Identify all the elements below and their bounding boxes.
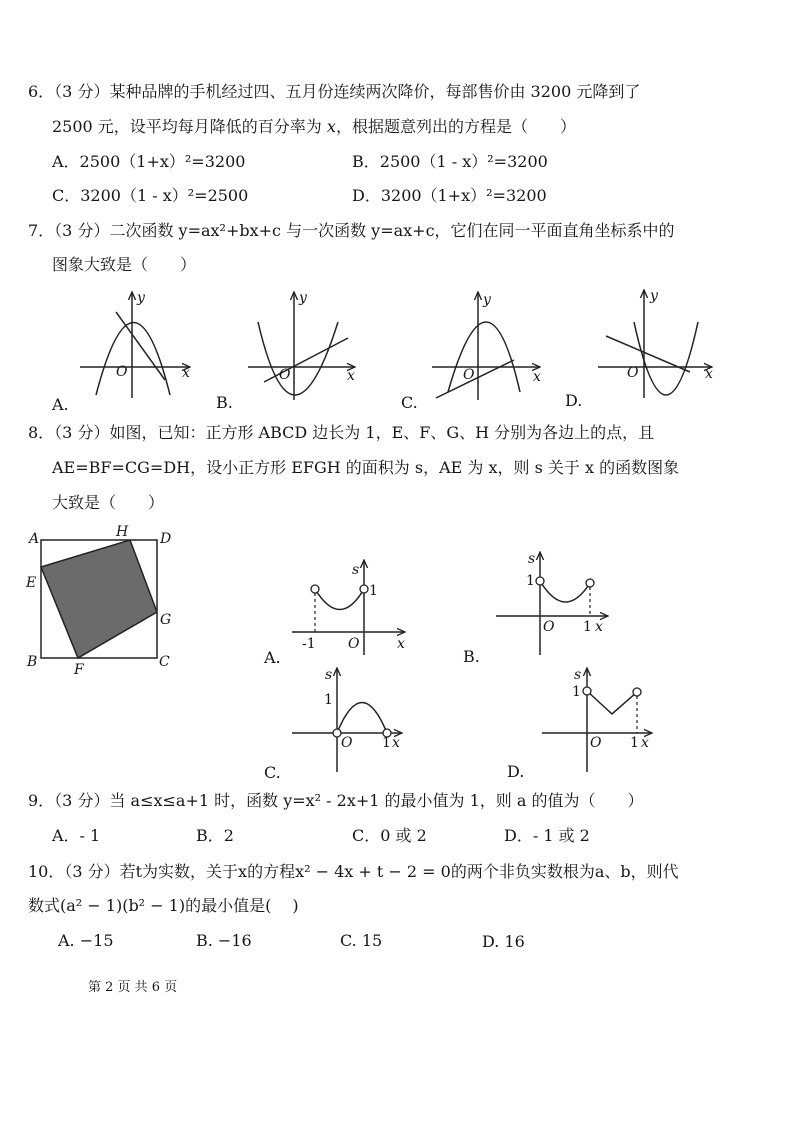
- q8-stem-line1: 8．（3 分）如图，已知：正方形 ABCD 边长为 1，E、F、G、H 分别为各边上的点，且: [28, 423, 655, 442]
- q8-stem-line3: 大致是（ ）: [52, 493, 165, 512]
- q7c-origin: O: [463, 367, 475, 383]
- q10-option-c[interactable]: C. 15: [340, 931, 383, 950]
- q8b-origin: O: [543, 619, 555, 635]
- q8-label-b[interactable]: B.: [463, 647, 480, 666]
- q8-stem-line2: AE=BF=CG=DH，设小正方形 EFGH 的面积为 s，AE 为 x，则 s 关于 x 的函数图象: [52, 458, 680, 477]
- q8c-origin: O: [341, 735, 353, 751]
- q7d-x-label: x: [705, 366, 713, 382]
- page-footer: 第 2 页 共 6 页: [88, 980, 178, 995]
- q6-stem-line1: 6．（3 分）某种品牌的手机经过四、五月份连续两次降价，每部售价由 3200 元降到了: [28, 82, 641, 101]
- q7-label-b[interactable]: B.: [216, 393, 233, 412]
- q8-point-a: A: [29, 531, 40, 547]
- q8c-tick-x-one: 1: [382, 735, 391, 751]
- q10-stem-line2: 数式(a² − 1)(b² − 1)的最小值是( ): [28, 896, 299, 915]
- q8b-x-label: x: [595, 619, 603, 635]
- q10-option-d[interactable]: D. 16: [482, 932, 525, 951]
- q8-label-c[interactable]: C.: [264, 763, 281, 782]
- q8c-tick-one: 1: [324, 692, 333, 708]
- q7b-y-label: y: [299, 290, 307, 306]
- q8-point-e: E: [26, 575, 37, 591]
- q8-label-a[interactable]: A.: [264, 648, 281, 667]
- q6-stem-tail: ，根据题意列出的方程是（ ）: [335, 117, 576, 136]
- q8d-tick-one: 1: [572, 684, 581, 700]
- q8c-x-label: x: [392, 735, 400, 751]
- q8-point-f: F: [74, 662, 84, 678]
- q8-point-h: H: [116, 524, 129, 540]
- q7b-x-label: x: [347, 368, 355, 384]
- q9-option-a[interactable]: A．- 1: [52, 826, 101, 845]
- q10-option-a[interactable]: A. −15: [58, 931, 114, 950]
- q9-option-c[interactable]: C．0 或 2: [352, 826, 427, 845]
- q6-variable: x: [326, 117, 336, 136]
- q6-stem-text: 2500 元，设平均每月降低的百分率为: [52, 117, 327, 136]
- q7c-x-label: x: [533, 369, 541, 385]
- q8d-origin: O: [590, 735, 602, 751]
- q8a-s-label: s: [352, 562, 360, 578]
- q8b-tick-one: 1: [526, 573, 535, 589]
- q7b-origin: O: [279, 367, 291, 383]
- q7c-y-label: y: [483, 292, 491, 308]
- q6-option-d[interactable]: D．3200（1+x）²=3200: [352, 186, 547, 205]
- q6-option-c[interactable]: C．3200（1 - x）²=2500: [52, 186, 249, 205]
- q7d-y-label: y: [650, 288, 658, 304]
- q8b-s-label: s: [528, 551, 536, 567]
- q7a-y-label: y: [137, 290, 145, 306]
- q7-label-d[interactable]: D.: [565, 391, 583, 410]
- q7-stem-line2: 图象大致是（ ）: [52, 255, 197, 274]
- q6-option-b[interactable]: B．2500（1 - x）²=3200: [352, 152, 548, 171]
- q8a-tick-one: 1: [369, 583, 378, 599]
- q8d-s-label: s: [574, 667, 582, 683]
- q8-label-d[interactable]: D.: [507, 762, 525, 781]
- q10-option-b[interactable]: B. −16: [196, 931, 252, 950]
- q8-graph-c[interactable]: [292, 668, 402, 772]
- q8-point-c: C: [159, 654, 170, 670]
- q8-graph-b[interactable]: [496, 552, 608, 655]
- q8a-origin: O: [348, 636, 360, 652]
- q7a-origin: O: [116, 364, 128, 380]
- q8a-x-label: x: [397, 636, 405, 652]
- q8-point-b: B: [27, 654, 38, 670]
- q7-stem-line1: 7．（3 分）二次函数 y=ax²+bx+c 与一次函数 y=ax+c，它们在同一平面直角坐标系中的: [28, 221, 675, 240]
- q7a-x-label: x: [182, 365, 190, 381]
- q8-graph-d[interactable]: [542, 668, 652, 772]
- q8d-tick-x-one: 1: [630, 735, 639, 751]
- q8c-s-label: s: [325, 667, 333, 683]
- q9-stem-line1: 9．（3 分）当 a≤x≤a+1 时，函数 y=x² - 2x+1 的最小值为 1，则 a 的值为（ ）: [28, 791, 644, 810]
- q8-point-g: G: [160, 612, 172, 628]
- q7d-origin: O: [627, 365, 639, 381]
- q9-option-d[interactable]: D．- 1 或 2: [504, 826, 590, 845]
- q10-stem-line1: 10．（3 分）若t为实数，关于x的方程x² − 4x + t − 2 = 0的两个非负实数根为a、b，则代: [28, 862, 679, 881]
- q7-label-c[interactable]: C.: [401, 393, 418, 412]
- q8b-tick-x-one: 1: [583, 619, 592, 635]
- q8d-x-label: x: [641, 735, 649, 751]
- q6-option-a[interactable]: A．2500（1+x）²=3200: [52, 152, 246, 171]
- q7-label-a[interactable]: A.: [52, 395, 69, 414]
- q9-option-b[interactable]: B．2: [196, 826, 234, 845]
- q8a-tick-neg-one: -1: [302, 636, 316, 652]
- q8-point-d: D: [160, 531, 172, 547]
